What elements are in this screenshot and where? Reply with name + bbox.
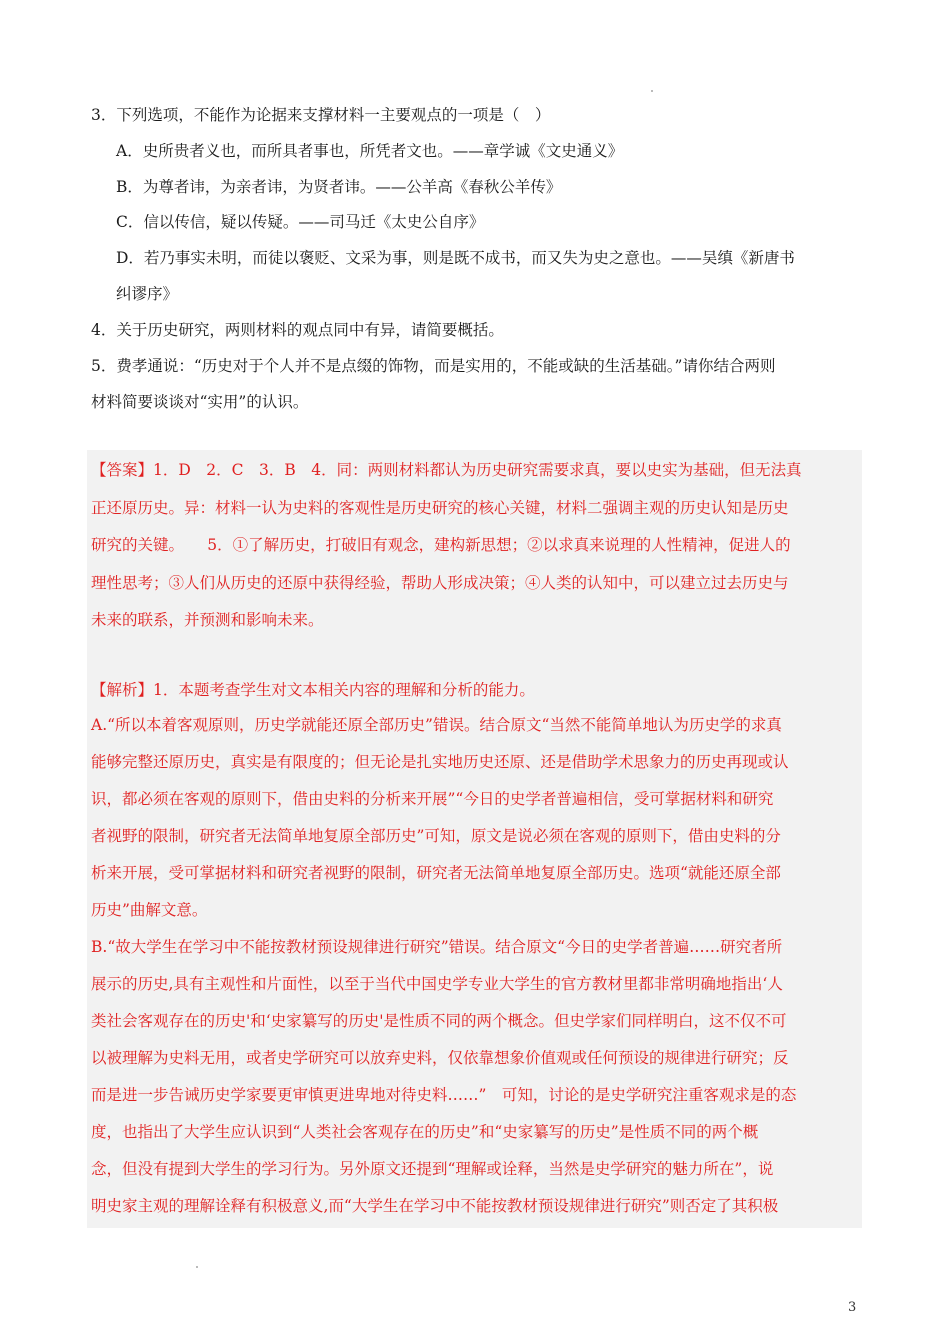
question-3-option-d: D．若乃事实未明，而徒以褒贬、文采为事，则是既不成书，而又失为史之意也。——吴缜《新唐书 — [116, 249, 795, 267]
analysis-line: 而是进一步告诫历史学家要更审慎更进卑地对待史料……” 可知，讨论的是史学研究注重客观求是的态 — [91, 1086, 797, 1104]
analysis-line: A.“所以本着客观原则，历史学就能还原全部历史”错误。结合原文“当然不能简单地认为历史学的求真 — [91, 716, 782, 734]
analysis-line: 历史”曲解文意。 — [91, 901, 208, 919]
analysis-line: 以被理解为史料无用，或者史学研究可以放弃史料，仅依靠想象价值观或任何预设的规律进行研究；反 — [91, 1049, 789, 1067]
answer-line: 研究的关键。 5．①了解历史，打破旧有观念，建构新思想；②以求真来说理的人性精神，促进人的 — [91, 536, 791, 554]
answer-line: 【答案】1．D 2．C 3．B 4．同：两则材料都认为历史研究需要求真，要以史实为基础，但无法真 — [91, 461, 802, 479]
analysis-line: 者视野的限制，研究者无法简单地复原全部历史”可知，原文是说必须在客观的原则下，借由史料的分 — [91, 827, 781, 845]
question-3-option-a: A．史所贵者义也，而所具者事也，所凭者文也。——章学诚《文史通义》 — [116, 142, 624, 160]
question-3-option-b: B．为尊者讳，为亲者讳，为贤者讳。——公羊高《春秋公羊传》 — [116, 178, 562, 196]
question-3-option-d-cont: 纠谬序》 — [116, 285, 179, 303]
question-3: 3．下列选项，不能作为论据来支撑材料一主要观点的一项是（ ） — [91, 106, 551, 124]
question-4: 4．关于历史研究，两则材料的观点同中有异，请简要概括。 — [91, 321, 504, 339]
question-5: 5．费孝通说：“历史对于个人并不是点缀的饰物，而是实用的，不能或缺的生活基础。”请你结合两则 — [91, 357, 776, 375]
page-number: 3 — [848, 1300, 857, 1315]
analysis-line: 【解析】1．本题考查学生对文本相关内容的理解和分析的能力。 — [91, 681, 535, 699]
speck-mark — [651, 90, 653, 92]
answer-line: 正还原历史。异：材料一认为史料的客观性是历史研究的核心关键，材料二强调主观的历史认知是历史 — [91, 499, 789, 517]
analysis-line: 度，也指出了大学生应认识到“人类社会客观存在的历史”和“史家纂写的历史”是性质不同的两个概 — [91, 1123, 759, 1141]
answer-line: 理性思考；③人们从历史的还原中获得经验，帮助人形成决策；④人类的认知中，可以建立过去历史与 — [91, 574, 789, 592]
analysis-line: 明史家主观的理解诠释有积极意义,而“大学生在学习中不能按教材预设规律进行研究”则否定了其积极 — [91, 1197, 779, 1215]
analysis-line: B.“故大学生在学习中不能按教材预设规律进行研究”错误。结合原文“今日的史学者普遍……研究者所 — [91, 938, 783, 956]
analysis-line: 展示的历史,具有主观性和片面性，以至于当代中国史学专业大学生的官方教材里都非常明确地指出‘人 — [91, 975, 783, 993]
analysis-line: 析来开展，受可掌据材料和研究者视野的限制，研究者无法简单地复原全部历史。选项“就能还原全部 — [91, 864, 781, 882]
analysis-line: 念，但没有提到大学生的学习行为。另外原文还提到“理解或诠释，当然是史学研究的魅力所在”，说 — [91, 1160, 774, 1178]
analysis-line: 识，都必须在客观的原则下，借由史料的分析来开展”“今日的史学者普遍相信，受可掌据材料和研究 — [91, 790, 774, 808]
analysis-line: 能够完整还原历史，真实是有限度的；但无论是扎实地历史还原、还是借助学术思象力的历史再现或认 — [91, 753, 789, 771]
question-3-option-c: C．信以传信，疑以传疑。——司马迁《太史公自序》 — [116, 213, 485, 231]
analysis-line: 类社会客观存在的历史'和‘史家纂写的历史'是性质不同的两个概念。但史学家们同样明白，这不仅不可 — [91, 1012, 787, 1030]
speck-mark — [196, 1266, 198, 1268]
question-5-cont: 材料简要谈谈对“实用”的认识。 — [91, 393, 309, 411]
answer-line: 未来的联系，并预测和影响未来。 — [91, 611, 324, 629]
